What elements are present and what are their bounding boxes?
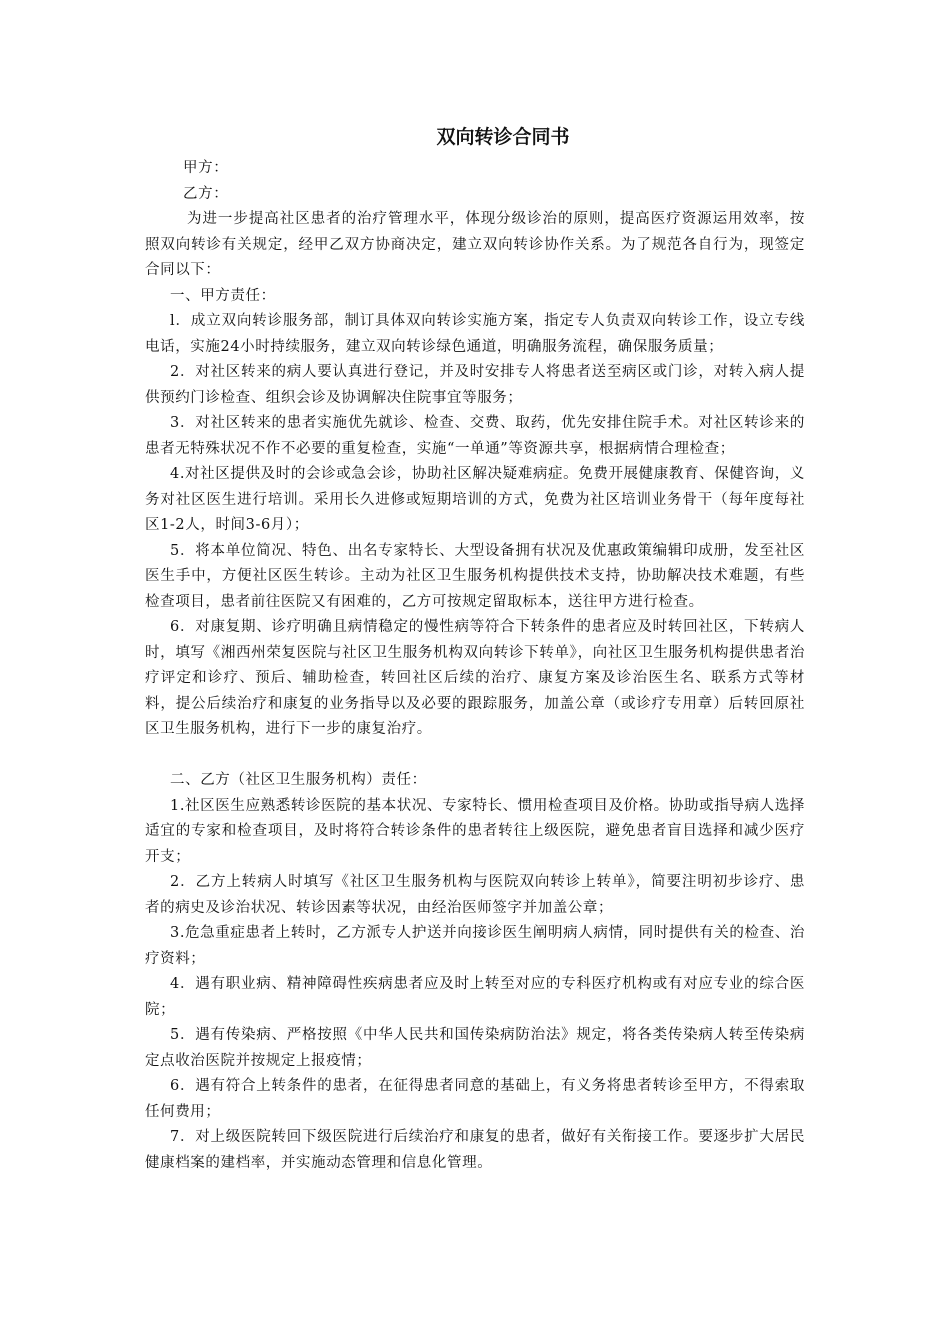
section-b-item: 5．遇有传染病、严格按照《中华人民共和国传染病防治法》规定，将各类传染病人转至传染病定点收治医院并按规定上报疫情； <box>145 1027 805 1069</box>
section-a-item: 6．对康复期、诊疗明确且病情稳定的慢性病等符合下转条件的患者应及时转回社区，下转病人时，填写《湘西州荣复医院与社区卫生服务机构双向转诊下转单》，向社区卫生服务机构提供患者治疗评定和诊疗、预后、辅助检查，转回社区后续的治疗、康复方案及诊治医生名、联系方式等材料，提公后续治疗和康复的业务指导以及必要的跟踪服务，加盖公章（或诊疗专用章）后转回原社区卫生服务机构，进行下一步的康复治疗。 <box>145 619 805 737</box>
section-b-item: 6．遇有符合上转条件的患者，在征得患者同意的基础上，有义务将患者转诊至甲方，不得索取任何费用； <box>145 1078 805 1120</box>
document-page <box>145 118 805 1176</box>
party-b-label: 乙方： <box>183 185 229 202</box>
section-a-item: 2．对社区转来的病人要认真进行登记，并及时安排专人将患者送至病区或门诊，对转入病人提供预约门诊检查、组织会诊及协调解决住院事宜等服务； <box>145 364 805 406</box>
section-b-heading: 二、乙方（社区卫生服务机构）责任： <box>170 772 427 788</box>
section-b-item: 4．遇有职业病、精神障碍性疾病患者应及时上转至对应的专科医疗机构或有对应专业的综合医院； <box>145 976 805 1018</box>
section-b-item: 7．对上级医院转回下级医院进行后续治疗和康复的患者，做好有关衔接工作。要逐步扩大居民健康档案的建档率，并实施动态管理和信息化管理。 <box>145 1129 805 1171</box>
section-a-item: 3．对社区转来的患者实施优先就诊、检查、交费、取药，优先安排住院手术。对社区转诊来的患者无特殊状况不作不必要的重复检查，实施“一单通”等资源共享，根据病情合理检查； <box>145 415 805 457</box>
intro-paragraph: 为进一步提高社区患者的治疗管理水平，体现分级诊治的原则，提高医疗资源运用效率，按照双向转诊有关规定，经甲乙双方协商决定，建立双向转诊协作关系。为了规范各自行为，现签定合同以下： <box>145 211 805 278</box>
paragraph-spacer <box>145 743 805 769</box>
party-a-label: 甲方： <box>183 160 229 176</box>
section-a-heading: 一、甲方责任： <box>170 287 276 304</box>
section-b-item: 1.社区医生应熟悉转诊医院的基本状况、专家特长、惯用检查项目及价格。协助或指导病人选择适宜的专家和检查项目，及时将符合转诊条件的患者转往上级医院，避免患者盲目选择和减少医疗开支； <box>145 797 805 865</box>
section-a-item: 4.对社区提供及时的会诊或急会诊，协助社区解决疑难病症。免费开展健康教育、保健咨询，义务对社区医生进行培训。采用长久进修或短期培训的方式，免费为社区培训业务骨干（每年度每社区1-2人，时间3-6月）； <box>145 466 805 533</box>
section-b-item: 2．乙方上转病人时填写《社区卫生服务机构与医院双向转诊上转单》，简要注明初步诊疗、患者的病史及诊治状况、转诊因素等状况，由经治医师签字并加盖公章； <box>145 874 805 916</box>
section-b-item: 3.危急重症患者上转时，乙方派专人护送并向接诊医生阐明病人病情，同时提供有关的检查、治疗资料； <box>145 925 805 967</box>
section-a-item: l．成立双向转诊服务部，制订具体双向转诊实施方案，指定专人负责双向转诊工作，设立专线电话，实施24小时持续服务，建立双向转诊绿色通道，明确服务流程，确保服务质量； <box>145 313 805 355</box>
document-title: 双向转诊合同书 <box>436 126 570 148</box>
section-a-item: 5．将本单位简况、特色、出名专家特长、大型设备拥有状况及优惠政策编辑印成册，发至社区医生手中，方便社区医生转诊。主动为社区卫生服务机构提供技术支持，协助解决技术难题，有些检查项目，患者前往医院又有困难的，乙方可按规定留取标本，送往甲方进行检查。 <box>145 542 805 610</box>
